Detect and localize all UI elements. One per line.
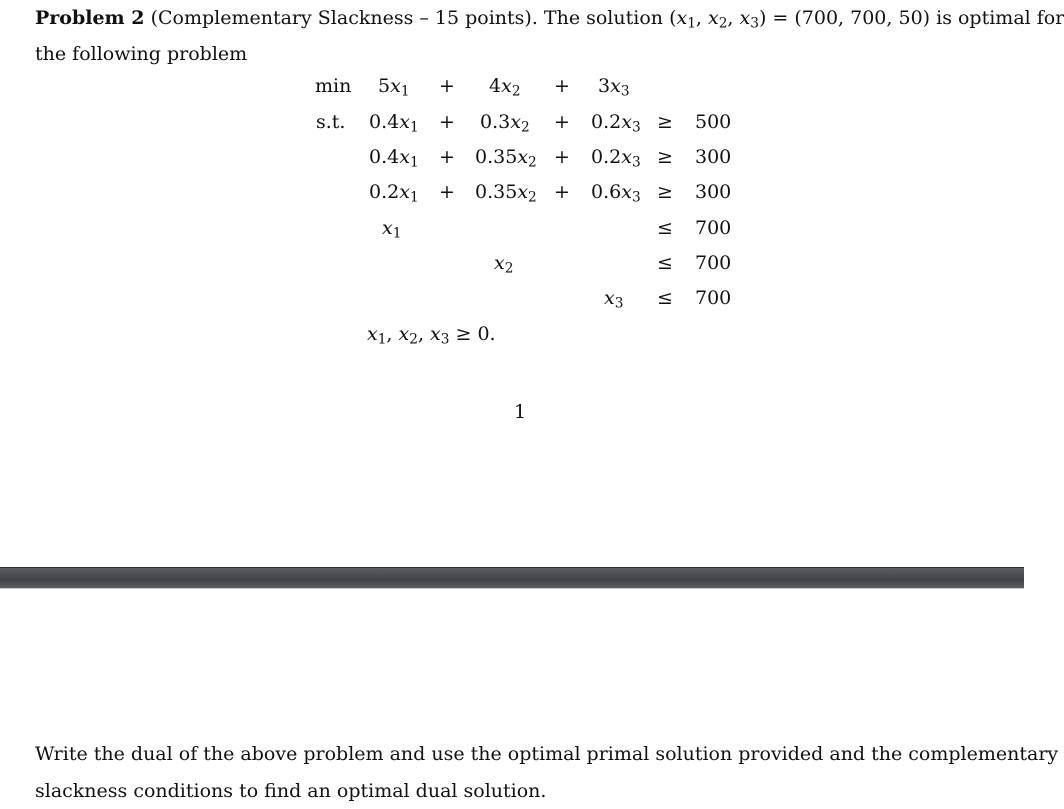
objective-plus-1: + bbox=[439, 75, 455, 97]
constraint-2-plus-1: + bbox=[439, 146, 455, 168]
page-number: 1 bbox=[514, 401, 527, 423]
bound-1-relation: ≤ bbox=[657, 217, 673, 239]
bound-1-rhs: 700 bbox=[695, 217, 732, 239]
constraint-3-term-3: $0.6x_3$ bbox=[591, 181, 641, 206]
bound-2-variable: $x_2$ bbox=[494, 252, 514, 277]
constraint-1-relation: ≥ bbox=[657, 111, 673, 133]
bound-2-relation: ≤ bbox=[657, 252, 673, 274]
question-line-1: Write the dual of the above problem and use the optimal primal solution provided and the complementary bbox=[35, 743, 1059, 765]
constraint-2-term-1: $0.4x_1$ bbox=[369, 146, 419, 171]
problem-statement-line-1 bbox=[35, 0, 1064, 36]
intro-after: is optimal for bbox=[936, 7, 1064, 29]
problem-statement bbox=[35, 0, 1064, 72]
constraint-3-relation: ≥ bbox=[657, 181, 673, 203]
solution-vector: ($x_1$, $x_2$, $x_3$) bbox=[669, 7, 767, 32]
constraint-1-term-3: $0.2x_3$ bbox=[591, 111, 641, 136]
constraint-2-term-2: $0.35x_2$ bbox=[475, 146, 537, 171]
constraint-1-term-2: $0.3x_2$ bbox=[480, 111, 530, 136]
objective-plus-2: + bbox=[554, 75, 570, 97]
constraint-2-rhs: 300 bbox=[695, 146, 732, 168]
constraint-2-plus-2: + bbox=[554, 146, 570, 168]
constraint-1-plus-2: + bbox=[554, 111, 570, 133]
constraint-2-term-3: $0.2x_3$ bbox=[591, 146, 641, 171]
problem-title: (Complementary Slackness – 15 points). bbox=[150, 7, 538, 29]
bound-2-rhs: 700 bbox=[695, 252, 732, 274]
constraint-1-rhs: 500 bbox=[695, 111, 732, 133]
constraint-3-plus-2: + bbox=[554, 181, 570, 203]
constraint-3-plus-1: + bbox=[439, 181, 455, 203]
solution-values: (700, 700, 50) bbox=[794, 7, 931, 29]
objective-label: min bbox=[315, 75, 352, 97]
constraint-2-relation: ≥ bbox=[657, 146, 673, 168]
bound-3-variable: $x_3$ bbox=[604, 287, 624, 312]
constraint-3-rhs: 300 bbox=[695, 181, 732, 203]
nonnegativity-constraint: $x_1$, $x_2$, $x_3 \ge 0$. bbox=[367, 323, 496, 348]
constraint-3-term-1: $0.2x_1$ bbox=[369, 181, 419, 206]
bound-3-rhs: 700 bbox=[695, 287, 732, 309]
intro-before: The solution bbox=[543, 7, 664, 29]
objective-term-3: $3x_3$ bbox=[598, 75, 630, 100]
constraint-3-term-2: $0.35x_2$ bbox=[475, 181, 537, 206]
problem-label: Problem 2 bbox=[35, 7, 145, 29]
objective-term-1: $5x_1$ bbox=[378, 75, 410, 100]
page-divider bbox=[0, 567, 1024, 589]
constraints-label: s.t. bbox=[316, 111, 346, 133]
constraint-1-plus-1: + bbox=[439, 111, 455, 133]
bound-3-relation: ≤ bbox=[657, 287, 673, 309]
problem-statement-line-2: the following problem bbox=[35, 43, 248, 65]
question-line-2: slackness conditions to find an optimal dual solution. bbox=[35, 780, 547, 802]
bound-1-variable: $x_1$ bbox=[382, 217, 402, 242]
equals-sign: = bbox=[772, 7, 789, 29]
constraint-1-term-1: $0.4x_1$ bbox=[369, 111, 419, 136]
objective-term-2: $4x_2$ bbox=[489, 75, 521, 100]
